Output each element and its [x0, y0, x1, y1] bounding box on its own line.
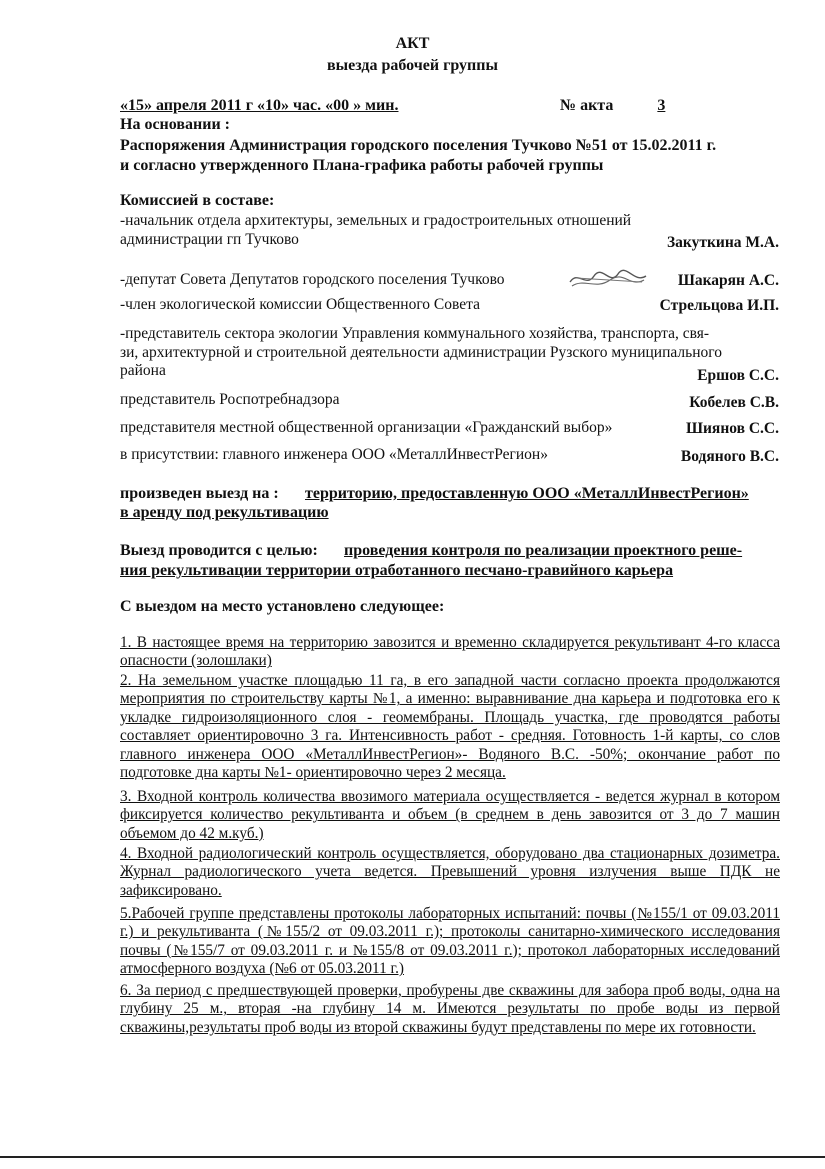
commission-heading: Комиссией в составе: — [120, 192, 275, 209]
document-title: АКТ — [395, 35, 430, 52]
member-role: -член экологической комиссии Общественного Совета — [120, 296, 480, 313]
member-role: -депутат Совета Депутатов городского поселения Тучково — [120, 271, 505, 288]
member-role: -начальник отдела архитектуры, земельных и градостроительных отношений — [120, 212, 632, 229]
member-role: администрации гп Тучково — [120, 231, 299, 248]
member-name: Шиянов С.С. — [685, 420, 779, 437]
visit-label: произведен выезд на : — [120, 485, 279, 502]
member-name: Стрельцова И.П. — [659, 297, 779, 314]
document-subtitle: выезда рабочей группы — [327, 57, 498, 74]
finding-item: 3. Входной контроль количества ввозимого материала осуществляется - ведется журнал в котором фиксируется количество рекультиванта и объем (в среднем в день завозится от 3 до 7 машин объемом до 42 м.куб.) — [120, 788, 780, 842]
member-name: Ершов С.С. — [697, 367, 779, 384]
member-role: представитель Роспотребнадзора — [120, 391, 340, 408]
act-label: № акта — [560, 97, 614, 114]
purpose-label: Выезд проводится с целью: — [120, 542, 318, 559]
purpose-line-1: проведения контроля по реализации проектного реше- — [344, 542, 743, 559]
basis-line-1: Распоряжения Администрация городского поселения Тучково №51 от 15.02.2011 г. — [120, 137, 717, 154]
visit-target-line-1: территорию, предоставленную ООО «МеталлИнвестРегион» — [305, 485, 749, 502]
member-name: Кобелев С.В. — [689, 394, 779, 411]
member-role: зи, архитектурной и строительной деятельности администрации Рузского муниципального — [120, 344, 722, 361]
finding-item: 6. За период с предшествующей проверки, пробурены две скважины для забора проб воды, одна на глубину 25 м., вторая -на глубину 14 м. Имеются результаты по пробе воды из первой скважины,результаты проб воды из второй скважины будут представлены по мере их готовности. — [120, 982, 780, 1036]
member-role: в присутствии: главного инженера ООО «МеталлИнвестРегион» — [120, 446, 548, 463]
findings-heading: С выездом на место установлено следующее: — [120, 598, 445, 615]
member-role: представителя местной общественной организации «Гражданский выбор» — [120, 419, 613, 436]
finding-item: 4. Входной радиологический контроль осуществляется, оборудовано два стационарных дозиметра. Журнал радиологического учета ведется. Превышений уровня излучения выше ПДК не зафиксировано. — [120, 845, 780, 899]
basis-label: На основании : — [120, 116, 230, 133]
finding-item: 5.Рабочей группе представлены протоколы лабораторных испытаний: почвы (№155/1 от 09.03.2011 г.) и рекультиванта (№155/2 от 09.03.2011 г.); протоколы санитарно-химического исследования почвы (№155/7 от 09.03.2011 г. и №155/8 от 09.03.2011 г.); протокол лабораторных исследований атмосферного воздуха (№6 от 05.03.2011 г.) — [120, 905, 780, 978]
finding-item: 2. На земельном участке площадью 11 га, в его западной части согласно проекта продолжаются мероприятия по строительству карты №1, а именно: выравнивание дна карьера и подготовка его к укладке гидроизоляционного слоя - геомембраны. Площадь участка, где проводятся работы составляет ориентировочно 3 га. Интенсивность работ - средняя. Готовность 1-й карты, со слов главного инженера ООО «МеталлИнвестРегион»- Водяного В.С. -50%; окончание работ по подготовке дна карты №1- ориентировочно через 2 месяца. — [120, 672, 780, 782]
member-role: района — [120, 362, 166, 379]
act-number-label — [560, 96, 709, 116]
act-number: 3 — [657, 97, 666, 114]
visit-target-line-2: в аренду под рекультивацию — [120, 504, 329, 521]
basis-line-2: и согласно утвержденного Плана-графика работы рабочей группы — [120, 157, 604, 174]
signature-scribble — [566, 266, 650, 292]
page-bottom-rule — [0, 1156, 825, 1158]
member-name: Закуткина М.А. — [667, 234, 779, 251]
member-role: -представитель сектора экологии Управления коммунального хозяйства, транспорта, свя- — [120, 325, 710, 342]
date-line: «15» апреля 2011 г «10» час. «00 » мин. — [120, 97, 399, 114]
member-name: Шакарян А.С. — [677, 272, 779, 289]
finding-item: 1. В настоящее время на территорию завозится и временно складируется рекультивант 4-го класса опасности (золошлаки) — [120, 634, 780, 670]
member-name: Водяного В.С. — [680, 448, 779, 465]
purpose-line-2: ния рекультивации территории отработанного песчано-гравийного карьера — [120, 562, 674, 579]
